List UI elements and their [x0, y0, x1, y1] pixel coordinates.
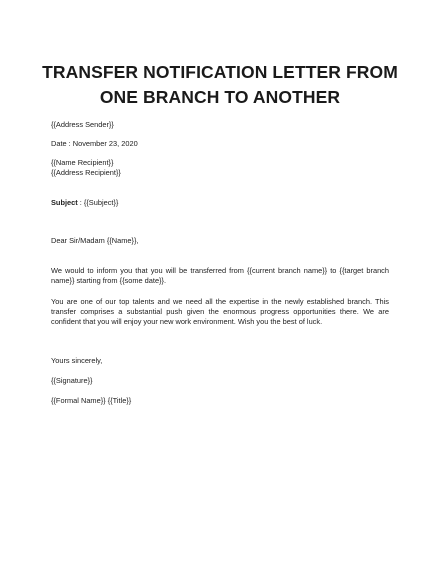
- sender-address: {{Address Sender}}: [51, 120, 114, 129]
- salutation: Dear Sir/Madam {{Name}},: [51, 236, 139, 245]
- closing: Yours sincerely,: [51, 356, 103, 365]
- subject-line: [51, 198, 118, 209]
- recipient-name: {{Name Recipient}}: [51, 158, 114, 167]
- formal-name-title: {{Formal Name}} {{Title}}: [51, 396, 132, 405]
- letter-title: [0, 60, 440, 110]
- paragraph-encouragement: You are one of our top talents and we need all the expertise in the newly established branch. This transfer comprises a substantial push given the enormous progress opportunities there. We are confident that you will enjoy your new work environment. Wish you the best of luck.: [51, 297, 389, 327]
- subject-value: : {{Subject}}: [77, 198, 119, 207]
- letter-date: Date : November 23, 2020: [51, 139, 138, 148]
- paragraph-transfer-info: We would to inform you that you will be transferred from {{current branch name}} to {{target branch name}} starting from {{some date}}.: [51, 266, 389, 286]
- recipient-address: {{Address Recipient}}: [51, 168, 121, 177]
- signature: {{Signature}}: [51, 376, 93, 385]
- title-line-1: TRANSFER NOTIFICATION LETTER FROM: [42, 62, 398, 82]
- title-line-2: ONE BRANCH TO ANOTHER: [99, 87, 341, 107]
- subject-label: Subject: [51, 198, 78, 207]
